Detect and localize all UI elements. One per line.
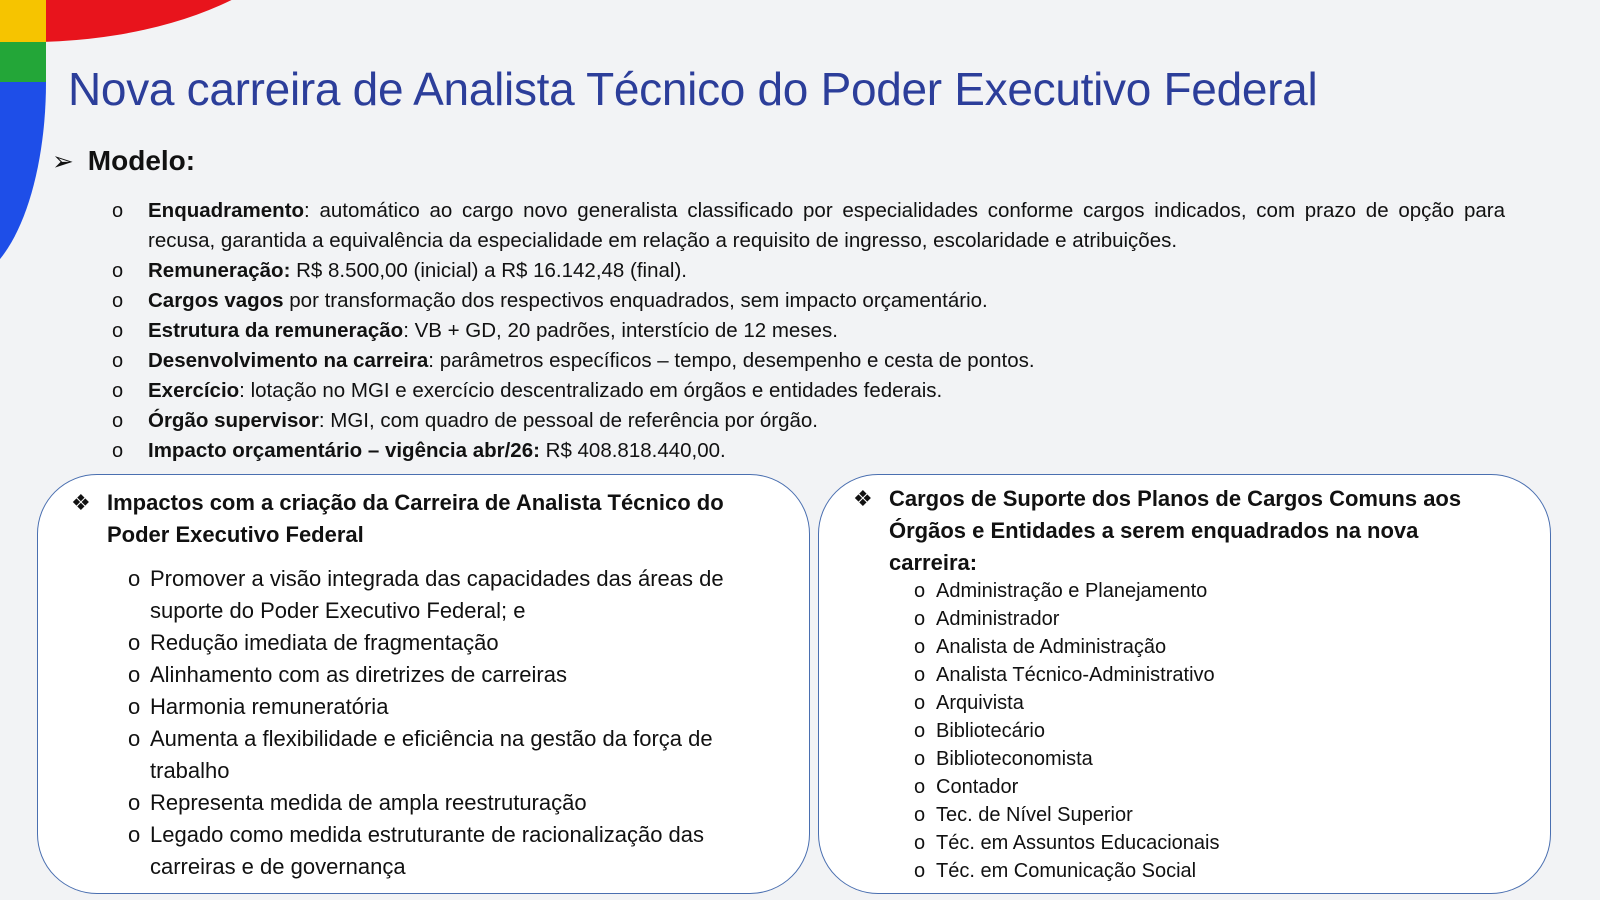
decorative-yellow-shape (0, 0, 46, 42)
list-item (110, 406, 1505, 436)
list-item: o Legado como medida estruturante de racionalização das carreiras e de governança (128, 819, 788, 883)
list-item (110, 196, 1505, 256)
positions-panel-heading (853, 483, 1493, 579)
diamond-bullet-icon: ❖ (853, 486, 873, 511)
item-label: Desenvolvimento na carreira (148, 349, 429, 372)
list-item (110, 316, 1505, 346)
item-label: Órgão supervisor (148, 409, 319, 432)
list-item: o Promover a visão integrada das capacidades das áreas de suporte do Poder Executivo Federal; e (128, 563, 788, 627)
impacts-panel-heading (71, 487, 761, 551)
slide-title: Nova carreira de Analista Técnico do Poder Executivo Federal (68, 63, 1318, 115)
list-item: o Téc. em Assuntos Educacionais (914, 829, 1474, 857)
item-text: R$ 408.818.440,00. (539, 439, 726, 462)
list-item: o Aumenta a flexibilidade e eficiência na gestão da força de trabalho (128, 723, 788, 787)
list-item: o Analista Técnico-Administrativo (914, 661, 1474, 689)
item-text: : VB + GD, 20 padrões, interstício de 12 meses. (403, 319, 838, 342)
list-item: o Representa medida de ampla reestruturação (128, 787, 788, 819)
decorative-green-shape (0, 42, 46, 82)
list-item: o Bibliotecário (914, 717, 1474, 745)
impacts-list (128, 563, 788, 883)
item-text: : MGI, com quadro de pessoal de referência por órgão. (318, 409, 818, 432)
item-label: Impacto orçamentário – vigência abr/26: (148, 439, 540, 462)
list-item (110, 376, 1505, 406)
decorative-red-shape (30, 0, 330, 42)
list-item: o Redução imediata de fragmentação (128, 627, 788, 659)
item-text: : parâmetros específicos – tempo, desempenho e cesta de pontos. (428, 349, 1035, 372)
item-label: Estrutura da remuneração (148, 319, 404, 342)
list-item (110, 256, 1505, 286)
arrow-bullet-icon: ➢ (52, 145, 74, 176)
list-item: o Contador (914, 773, 1474, 801)
section-heading-label: Modelo: (87, 145, 196, 176)
item-text: por transformação dos respectivos enquadrados, sem impacto orçamentário. (283, 289, 988, 312)
list-item (110, 346, 1505, 376)
list-item (110, 286, 1505, 316)
item-text: : lotação no MGI e exercício descentralizado em órgãos e entidades federais. (239, 379, 943, 402)
diamond-bullet-icon: ❖ (71, 490, 91, 515)
positions-panel-heading-text: Cargos de Suporte dos Planos de Cargos Comuns aos Órgãos e Entidades a serem enquadrados na nova carreira: (889, 486, 1462, 575)
list-item: o Téc. em Comunicação Social (914, 857, 1474, 885)
positions-list (914, 577, 1474, 885)
item-label: Cargos vagos (148, 289, 284, 312)
item-text: R$ 8.500,00 (inicial) a R$ 16.142,48 (final). (290, 259, 687, 282)
item-label: Remuneração: (148, 259, 291, 282)
decorative-blue-shape (0, 82, 46, 282)
item-label: Enquadramento (148, 199, 305, 222)
impacts-panel (37, 474, 810, 894)
positions-panel (818, 474, 1551, 894)
list-item: o Biblioteconomista (914, 745, 1474, 773)
model-list (110, 196, 1505, 466)
list-item: o Analista de Administração (914, 633, 1474, 661)
section-heading (52, 145, 195, 177)
list-item: o Harmonia remuneratória (128, 691, 788, 723)
list-item: o Administração e Planejamento (914, 577, 1474, 605)
impacts-panel-heading-text: Impactos com a criação da Carreira de Analista Técnico do Poder Executivo Federal (107, 490, 724, 547)
list-item (110, 436, 1505, 466)
list-item: o Arquivista (914, 689, 1474, 717)
list-item: o Alinhamento com as diretrizes de carreiras (128, 659, 788, 691)
list-item: o Administrador (914, 605, 1474, 633)
list-item: o Tec. de Nível Superior (914, 801, 1474, 829)
item-label: Exercício (148, 379, 240, 402)
item-text: : automático ao cargo novo generalista classificado por especialidades conforme cargos indicados, com prazo de opção para recusa, garantida a equivalência da especialidade em relação a requisito de ingresso, escolaridade e atribuições. (148, 199, 1505, 252)
